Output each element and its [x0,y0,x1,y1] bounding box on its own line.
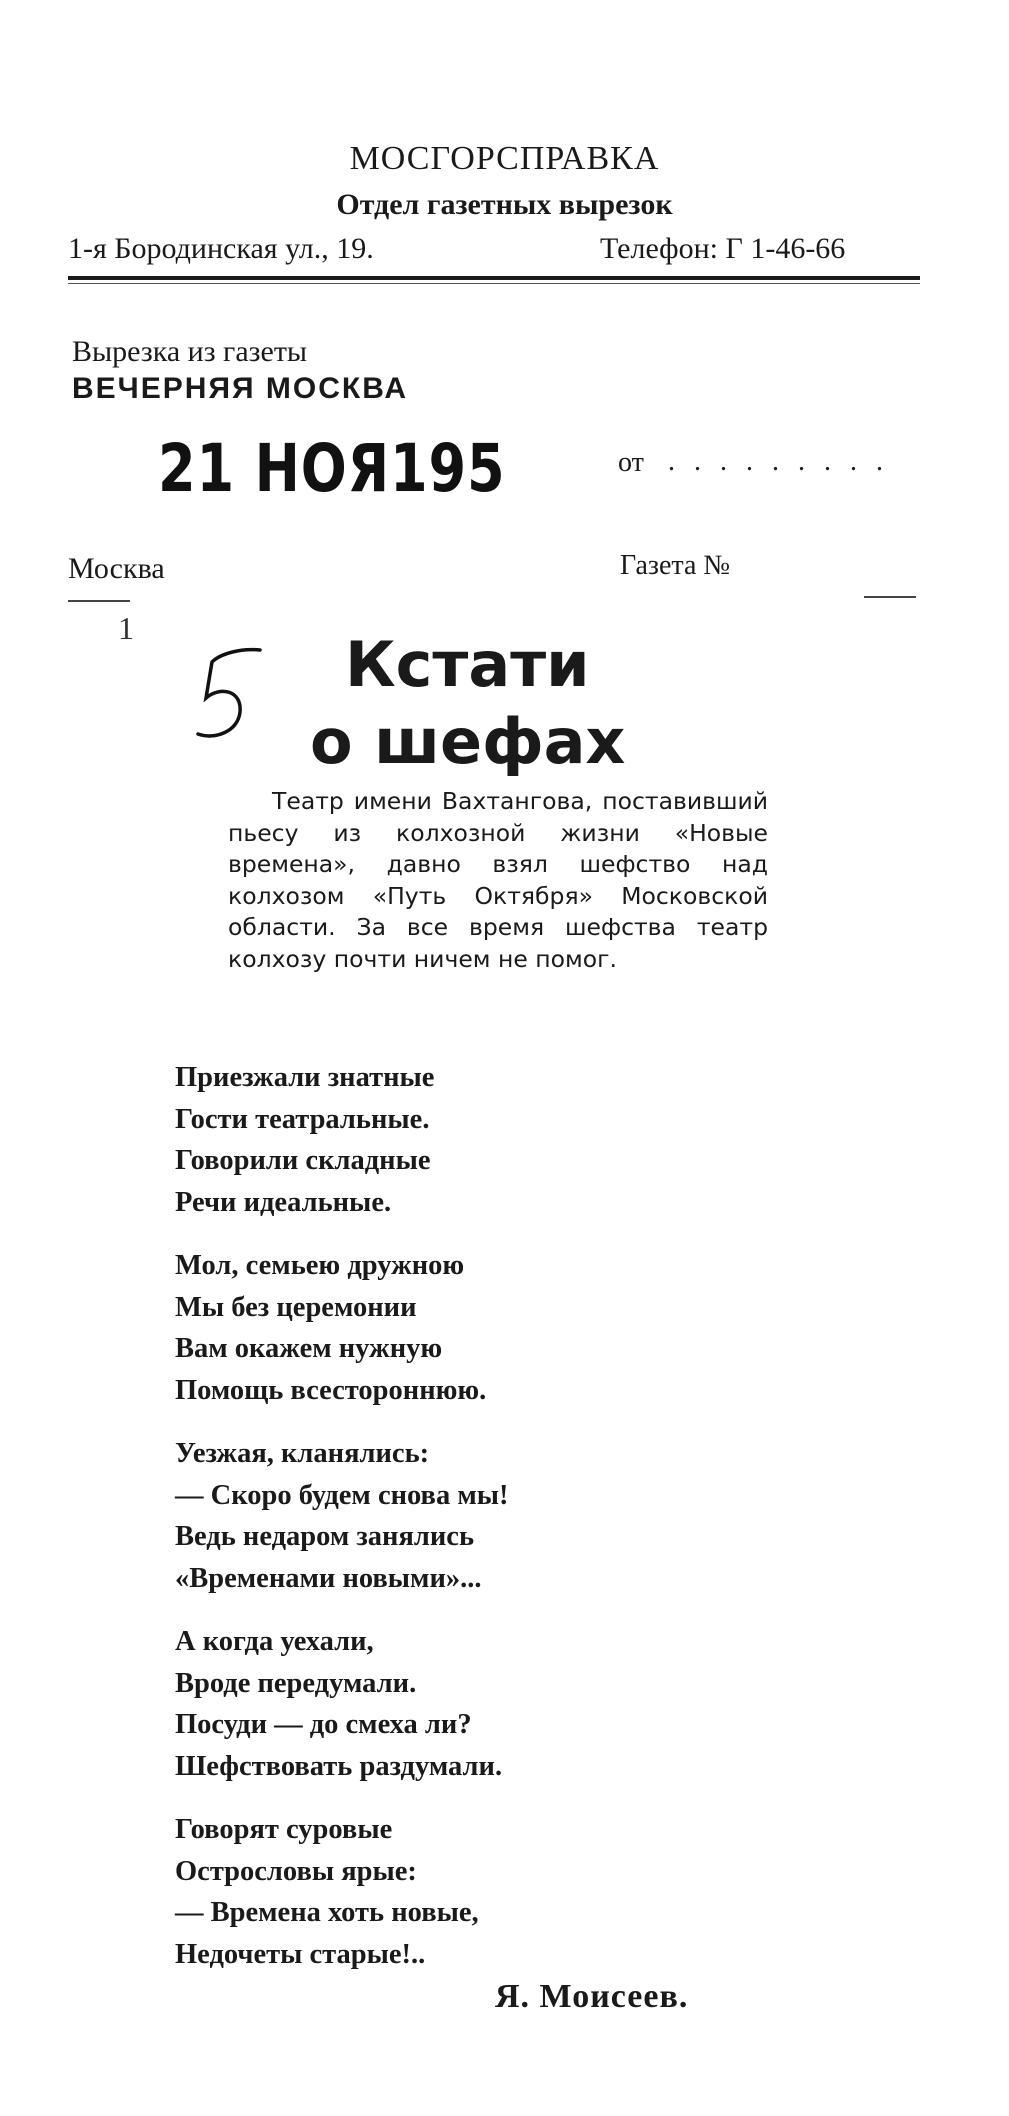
poem-line: Вроде передумали. [175,1667,417,1699]
poem-line: Мол, семьею дружною [175,1250,465,1281]
header-address: 1-я Бородинская ул., 19. [68,232,374,265]
poem-line: «Временами новыми»... [175,1562,482,1594]
header-department: Отдел газетных вырезок [336,188,673,221]
poem-line: Гости театральные. [175,1103,430,1135]
stanza [175,1809,795,1975]
from-dots: . . . . . . . . . [668,446,889,477]
poem-line: Речи идеальные. [175,1186,392,1218]
poem-line: Уезжая, кланялись: [175,1438,430,1469]
article-author: Я. Моисеев. [495,1978,689,2015]
poem-line: Вам окажем нужную [175,1333,443,1364]
poem [175,1057,795,1997]
handwritten-five-mark [190,640,270,750]
poem-line: — Скоро будем снова мы! [175,1479,509,1511]
article-title-line2: о шефах [310,705,626,778]
poem-line: Помощь всестороннюю. [175,1374,487,1406]
header-title: МОСГОРСПРАВКА [349,140,660,177]
newspaper-name: ВЕЧЕРНЯЯ МОСКВА [72,372,409,405]
poem-line: Говорят суровые [175,1814,393,1845]
city-underline [68,600,130,602]
gazette-number-line [864,596,916,598]
poem-line: Острословы ярые: [175,1855,417,1887]
handwritten-mark: 1 [118,610,134,646]
poem-line: — Времена хоть новые, [175,1897,479,1928]
poem-line: Ведь недаром занялись [175,1521,475,1552]
poem-line: Шефствовать раздумали. [175,1750,503,1782]
stanza [175,1245,795,1411]
article-title-line1: Кстати [345,628,590,701]
date-stamp: 21 НОЯ195 [158,430,506,507]
city-label: Москва [68,552,165,585]
stanza [175,1621,795,1787]
poem-line: Недочеты старые!.. [175,1938,426,1970]
header-divider-thin [68,283,920,284]
stanza [175,1433,795,1599]
poem-line: Посуди — до смеха ли? [175,1709,472,1740]
header-phone: Телефон: Г 1-46-66 [600,232,846,265]
article-lead: Театр имени Вахтангова, поставивший пьесу из колхозной жизни «Новые времена», давно взял шефство над колхозом «Путь Октября» Московской области. За все время шефства театр колхозу почти ничем не помог. [228,787,768,973]
gazette-label: Газета № [620,550,731,581]
poem-line: Говорили складные [175,1145,431,1176]
poem-line: А когда уехали, [175,1626,374,1657]
stanza [175,1057,795,1223]
clipping-label: Вырезка из газеты [72,335,308,368]
poem-line: Приезжали знатные [175,1062,435,1093]
header-divider [68,276,920,280]
from-label: от [618,447,644,478]
poem-line: Мы без церемонии [175,1291,417,1323]
